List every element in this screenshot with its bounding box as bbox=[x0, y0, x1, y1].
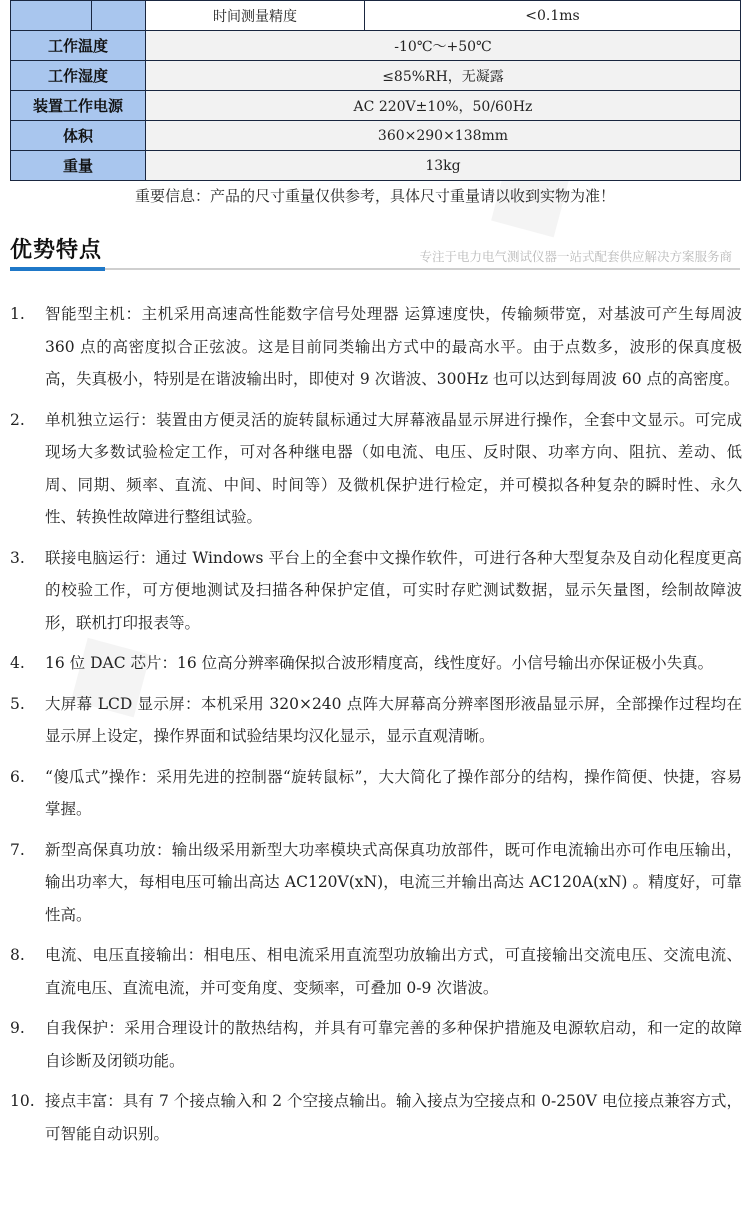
spec-table bbox=[10, 0, 741, 181]
feature-item bbox=[0, 404, 750, 534]
feature-item bbox=[0, 542, 750, 640]
feature-item bbox=[0, 939, 750, 1004]
spec-value: 13kg bbox=[146, 151, 741, 181]
feature-list bbox=[0, 298, 750, 1158]
spec-label: 工作湿度 bbox=[11, 61, 146, 91]
spec-value: AC 220V±10%，50/60Hz bbox=[146, 91, 741, 121]
feature-item bbox=[0, 761, 750, 826]
spec-label: 装置工作电源 bbox=[11, 91, 146, 121]
section-divider bbox=[10, 268, 740, 270]
feature-number: 1. bbox=[10, 305, 25, 323]
feature-item bbox=[0, 1012, 750, 1077]
spec-label: 体积 bbox=[11, 121, 146, 151]
feature-text: 接点丰富：具有 7 个接点输入和 2 个空接点输出。输入接点为空接点和 0-250V 电位接点兼容方式，可智能自动识别。 bbox=[45, 1092, 742, 1143]
spec-value: -10℃～+50℃ bbox=[146, 31, 741, 61]
feature-item bbox=[0, 834, 750, 932]
spec-row bbox=[11, 61, 741, 91]
spec-row bbox=[11, 121, 741, 151]
size-weight-notice: 重要信息：产品的尺寸重量仅供参考，具体尺寸重量请以收到实物为准！ bbox=[134, 187, 615, 205]
feature-number: 4. bbox=[10, 654, 25, 672]
section-title: 优势特点 bbox=[10, 238, 103, 263]
feature-text: 16 位 DAC 芯片：16 位高分辨率确保拟合波形精度高，线性度好。小信号输出亦保证极小失真。 bbox=[45, 654, 714, 672]
spec-row bbox=[11, 91, 741, 121]
spec-row bbox=[11, 151, 741, 181]
spec-row bbox=[11, 1, 741, 31]
feature-text: 新型高保真功放：输出级采用新型大功率模块式高保真功放部件，既可作电流输出亦可作电压输出，输出功率大，每相电压可输出高达 AC120V(xN)，电流三并输出高达 AC120A(xN) 。精度好，可靠性高。 bbox=[45, 840, 742, 924]
section-divider-accent bbox=[10, 267, 105, 271]
feature-number: 3. bbox=[10, 548, 25, 567]
feature-item bbox=[0, 688, 750, 753]
spec-label: 重量 bbox=[11, 151, 146, 181]
feature-item bbox=[0, 1085, 750, 1150]
feature-number: 6. bbox=[10, 767, 25, 786]
feature-text: 电流、电压直接输出：相电压、相电流采用直流型功放输出方式，可直接输出交流电压、交流电流、直流电压、直流电流，并可变角度、变频率，可叠加 0-9 次谐波。 bbox=[45, 946, 742, 997]
spec-row bbox=[11, 31, 741, 61]
feature-number: 2. bbox=[10, 410, 25, 429]
feature-number: 8. bbox=[10, 946, 25, 964]
spec-value: ≤85%RH，无凝露 bbox=[146, 61, 741, 91]
feature-number: 7. bbox=[10, 840, 25, 859]
section-tagline: 专注于电力电气测试仪器一站式配套供应解决方案服务商 bbox=[419, 249, 732, 264]
feature-item bbox=[0, 647, 750, 680]
feature-text: 自我保护：采用合理设计的散热结构，并具有可靠完善的多种保护措施及电源软启动，和一定的故障自诊断及闭锁功能。 bbox=[45, 1019, 742, 1070]
feature-text: “傻瓜式”操作：采用先进的控制器“旋转鼠标”，大大简化了操作部分的结构，操作简便、快捷，容易掌握。 bbox=[45, 767, 742, 818]
spec-value: 360×290×138mm bbox=[146, 121, 741, 151]
feature-text: 智能型主机：主机采用高速高性能数字信号处理器 运算速度快，传输频带宽，对基波可产生每周波 360 点的高密度拟合正弦波。这是目前同类输出方式中的最高水平。由于点数多，波形的保真度极高，失真极小，特别是在谐波输出时，即使对 9 次谐波、300Hz 也可以达到每周波 60 点的高密度。 bbox=[45, 305, 742, 388]
spec-sub-value: <0.1ms bbox=[365, 1, 741, 31]
spec-sub-label: 时间测量精度 bbox=[146, 1, 365, 31]
spec-label: 工作温度 bbox=[11, 31, 146, 61]
feature-number: 5. bbox=[10, 694, 25, 713]
feature-text: 联接电脑运行：通过 Windows 平台上的全套中文操作软件，可进行各种大型复杂及自动化程度更高的校验工作，可方便地测试及扫描各种保护定值，可实时存贮测试数据，显示矢量图，绘制故障波形，联机打印报表等。 bbox=[45, 548, 742, 632]
feature-number: 10. bbox=[10, 1092, 35, 1110]
spec-label-cell bbox=[11, 1, 146, 31]
feature-item bbox=[0, 298, 750, 396]
feature-text: 大屏幕 LCD 显示屏：本机采用 320×240 点阵大屏幕高分辨率图形液晶显示屏，全部操作过程均在显示屏上设定，操作界面和试验结果均汉化显示，显示直观清晰。 bbox=[45, 694, 742, 745]
feature-text: 单机独立运行：装置由方便灵活的旋转鼠标通过大屏幕液晶显示屏进行操作，全套中文显示。可完成现场大多数试验检定工作，可对各种继电器（如电流、电压、反时限、功率方向、阻抗、差动、低周、同期、频率、直流、中间、时间等）及微机保护进行检定，并可模拟各种复杂的瞬时性、永久性、转换性故障进行整组试验。 bbox=[45, 410, 742, 526]
feature-number: 9. bbox=[10, 1019, 25, 1037]
